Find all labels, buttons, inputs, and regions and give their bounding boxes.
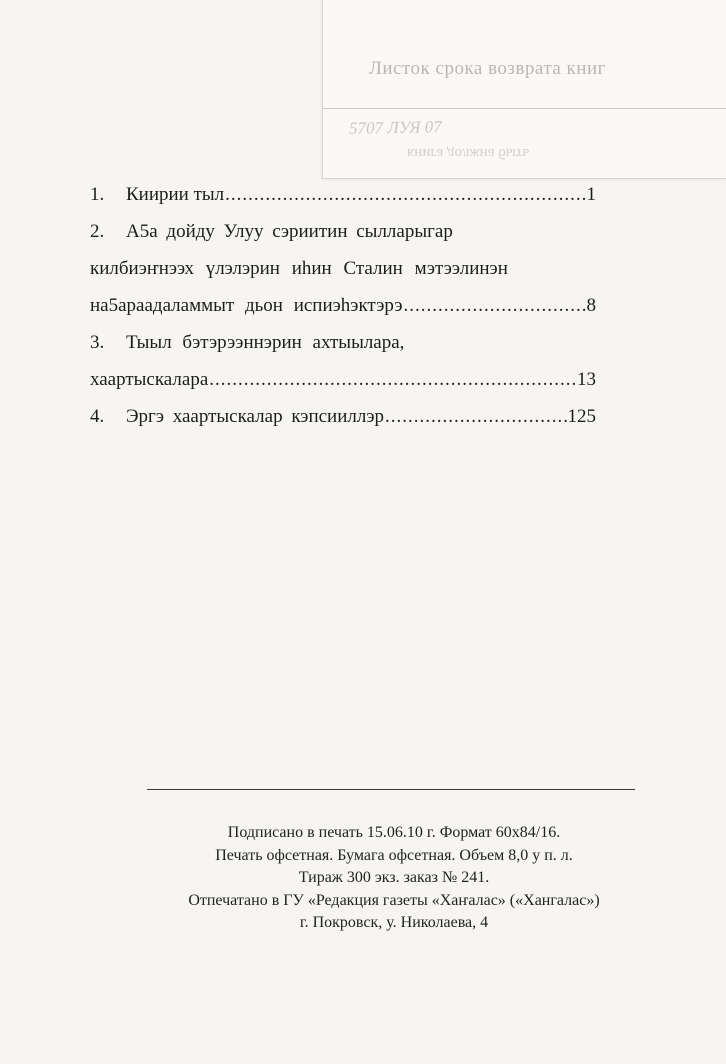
toc-item-number: 3.	[90, 332, 105, 353]
toc-item-2-line-3	[90, 287, 596, 324]
imprint	[100, 822, 688, 935]
toc-item-3-line-1	[90, 324, 610, 361]
toc-item-2-line-1	[90, 213, 610, 250]
toc-item-title: Тыыл бэтэрээннэрин ахтыылара,	[126, 332, 405, 353]
return-slip	[322, 0, 726, 179]
slip-title: Листок срока возврата книг	[369, 58, 606, 79]
toc-item-page: 125	[567, 406, 596, 427]
toc-item-2-line-2	[90, 250, 610, 287]
toc-item-title: А5а дойду Улуу сэриитин сылларыгар	[126, 221, 453, 242]
toc-item-number: 2.	[90, 221, 105, 242]
toc-item-number: 4.	[90, 406, 105, 427]
toc-leader-dots	[225, 176, 585, 213]
toc-item-number: 1.	[90, 184, 105, 205]
toc-item-title: килбиэҥнээх үлэлэрин иһин Сталин мэтээлинэн	[90, 258, 508, 279]
imprint-line: Подписано в печать 15.06.10 г. Формат 60х84/16.	[227, 824, 561, 841]
slip-mirror-text: книга должна быть	[407, 145, 530, 161]
toc-item-title: на5араадаламмыт дьон испиэһэктэрэ	[90, 295, 403, 316]
imprint-line: г. Покровск, у. Николаева, 4	[299, 914, 489, 931]
toc-item-page: 1	[586, 184, 596, 205]
imprint-line: Отпечатано в ГУ «Редакция газеты «Хаҥалас» («Хангалас»)	[188, 891, 600, 909]
imprint-line: Тираж 300 экз. заказ № 241.	[298, 869, 490, 886]
toc-item-4	[90, 398, 596, 435]
slip-rule	[323, 108, 726, 109]
toc-item-3-line-2	[90, 361, 596, 398]
toc-leader-dots	[403, 287, 585, 324]
table-of-contents	[90, 176, 610, 435]
slip-stamp: 5707 ЛУЯ 07	[348, 117, 442, 138]
toc-item-title: Киирии тыл	[126, 184, 225, 205]
toc-leader-dots	[209, 361, 576, 398]
imprint-line: Печать офсетная. Бумага офсетная. Объем 8,0 у п. л.	[215, 846, 573, 864]
toc-item-title: Эргэ хаартыскалар кэпсииллэр	[126, 406, 385, 427]
imprint-divider	[147, 789, 635, 790]
toc-item-title: хаартыскалара	[90, 369, 209, 390]
toc-leader-dots	[385, 398, 566, 435]
toc-item-page: 13	[577, 369, 596, 390]
toc-item-1	[90, 176, 596, 213]
toc-item-page: 8	[586, 295, 596, 316]
